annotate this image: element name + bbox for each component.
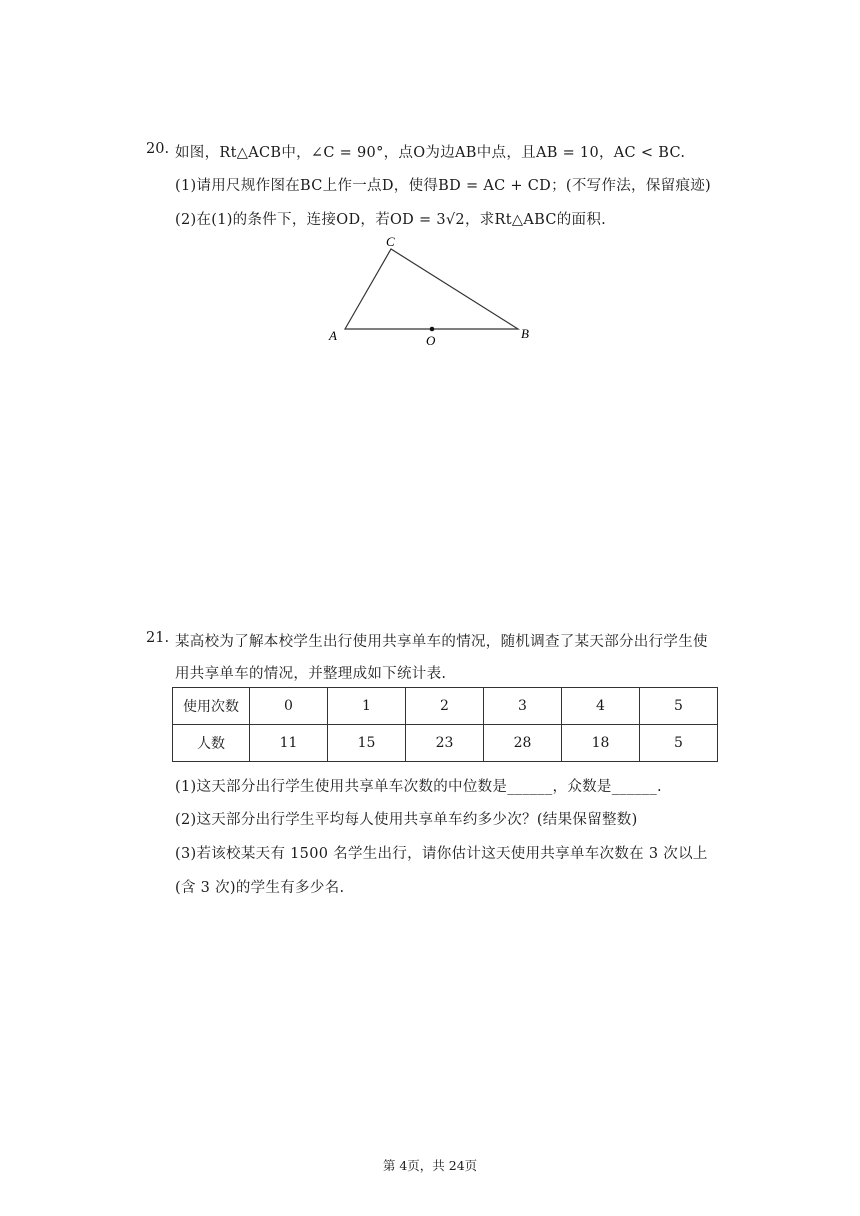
q21-part3-line2: (含 3 次)的学生有多少名.	[175, 880, 345, 896]
q21-number: 21.	[146, 630, 170, 646]
table-cell: 2	[406, 688, 484, 725]
label-c: C	[386, 234, 395, 249]
q21-stem-line2: 用共享单车的情况，并整理成如下统计表.	[175, 666, 447, 682]
table-cell: 0	[250, 688, 328, 725]
label-a: A	[329, 328, 337, 343]
usage-stats-table	[172, 687, 718, 762]
q21-stem-line1: 某高校为了解本校学生出行使用共享单车的情况，随机调查了某天部分出行学生使	[175, 634, 708, 650]
table-cell: 11	[250, 725, 328, 762]
table-cell: 28	[484, 725, 562, 762]
q20-number: 20.	[146, 141, 170, 157]
table-row-usage-count	[173, 688, 718, 725]
triangle-figure	[320, 232, 550, 352]
q21-part2: (2)这天部分出行学生平均每人使用共享单车约多少次？(结果保留整数)	[175, 812, 638, 828]
table-cell: 15	[328, 725, 406, 762]
q20-part1: (1)请用尺规作图在BC上作一点D，使得BD = AC + CD；(不写作法，保留痕迹)	[175, 178, 711, 194]
midpoint-o-dot	[430, 327, 435, 332]
q21-part3-line1: (3)若该校某天有 1500 名学生出行，请你估计这天使用共享单车次数在 3 次以上	[175, 846, 708, 862]
q21-part1: (1)这天部分出行学生使用共享单车次数的中位数是______，众数是______.	[175, 779, 662, 795]
table-cell: 23	[406, 725, 484, 762]
q20-part2: (2)在(1)的条件下，连接OD，若OD = 3√2，求Rt△ABC的面积.	[175, 212, 607, 228]
table-header-cell: 人数	[173, 725, 250, 762]
table-cell: 1	[328, 688, 406, 725]
q20-stem: 如图，Rt△ACB中，∠C = 90°，点O为边AB中点，且AB = 10，AC < BC.	[175, 145, 686, 161]
table-cell: 5	[640, 725, 718, 762]
triangle-acb	[345, 249, 518, 329]
table-row-people	[173, 725, 718, 762]
table-header-cell: 使用次数	[173, 688, 250, 725]
page-footer: 第 4页，共 24页	[382, 1158, 478, 1173]
table-cell: 3	[484, 688, 562, 725]
table-cell: 5	[640, 688, 718, 725]
label-o: O	[426, 333, 436, 348]
label-b: B	[521, 326, 529, 341]
table-cell: 18	[562, 725, 640, 762]
table-cell: 4	[562, 688, 640, 725]
